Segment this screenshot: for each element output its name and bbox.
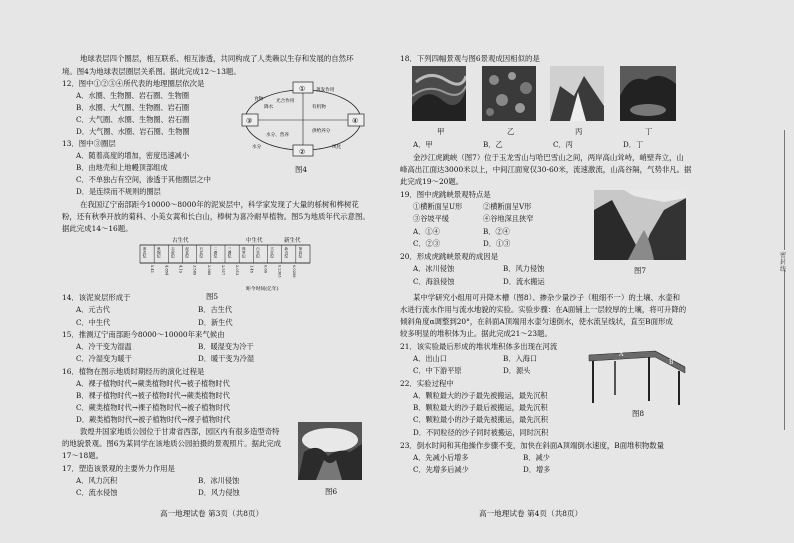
fig4-label-food: 食物 xyxy=(254,97,264,102)
fig4-label-precip: 降水 xyxy=(264,105,274,110)
q23-option-d: D．增多 xyxy=(523,465,551,474)
fig5-age-label: 3.589 xyxy=(192,265,197,276)
fig5-period-label: 三叠纪 xyxy=(228,247,233,258)
q13-option-d: D．是连续而不规则的圈层 xyxy=(76,187,161,196)
para5-line-3: 倾斜角度α调整到20°，在斜面A顶端用水壶匀速倒水，使水流呈线状，直至B面形成 xyxy=(400,317,673,326)
page-4 xyxy=(397,0,794,543)
footer-page-4: 高一地理试卷 第4页（共8页） xyxy=(479,509,583,518)
fig5-age-label: 4.19 xyxy=(178,265,183,274)
q19-item-2: ②横断面呈V形 xyxy=(483,202,532,211)
q22-option-c: C．颗粒最小的沙子最先被搬运，最先沉积 xyxy=(413,415,548,424)
para5-line-4: 较多明显的堆积体为止。据此完成21～23题。 xyxy=(400,329,552,338)
para3-line-2: 的地貌景观。图6为某同学在该地质公园拍摄的景观照片。据此完成 xyxy=(62,439,282,448)
fig4-label-nutrients: 供给养分 xyxy=(312,129,331,134)
fig5-period-label: 泥盆纪 xyxy=(185,247,190,258)
para5-line-1: 某中学研究小组用可升降木槽（图8）、掺杂少量沙子（粗细不一）的土壤、水壶和 xyxy=(413,293,681,302)
figure-8-diagram xyxy=(585,345,689,407)
q13-option-b: B．由地壳和上地幔顶部组成 xyxy=(76,163,168,172)
fig4-label-weathering: 风化 xyxy=(332,145,342,150)
fig4-label-water-nutrition: 水分、营养 xyxy=(266,133,289,138)
fig4-label-water: 水分 xyxy=(252,145,262,150)
figure-4-diagram xyxy=(236,78,370,170)
q20-stem: 20．形成虎跳峡景观的成因是 xyxy=(400,252,499,261)
figure-7-photo xyxy=(594,190,686,260)
q13-option-c: C．不单独占有空间，渗透于其他圈层之中 xyxy=(76,175,211,184)
fig5-era-paleozoic: 古生代 xyxy=(172,238,189,244)
para2-line-2: 粉，还有秋季开放的菊科、小美女蒿和长白山，棒树为喜冷耐旱植物。图5为地质年代示意图。 xyxy=(62,212,370,221)
q22-option-b: B．颗粒最大的沙子最后被搬运，最先沉积 xyxy=(413,403,548,412)
q20-option-b: B．风力侵蚀 xyxy=(503,264,545,273)
figure-5-caption: 图5 xyxy=(206,292,219,301)
fig5-period-label: 古近纪 xyxy=(270,247,275,258)
q15-option-b: B．暖湿变为冷干 xyxy=(198,342,254,351)
q19-option-c: C．②③ xyxy=(413,239,441,248)
fig5-age-label: 4.854 xyxy=(164,265,169,276)
q19-stem: 19．图中虎跳峡景观特点是 xyxy=(400,190,491,199)
fig5-age-label: 5.41 xyxy=(150,265,155,274)
q17-stem: 17．塑造该景观的主要外力作用是 xyxy=(62,464,175,473)
q18-option-b: B．乙 xyxy=(483,140,503,149)
q16-option-b: B．裸子植物时代→被子植物时代→蕨类植物时代 xyxy=(76,391,230,400)
q17-option-b: B．冰川侵蚀 xyxy=(198,476,240,485)
q14-stem: 14．该泥炭层形成于 xyxy=(62,293,131,302)
photo-yi xyxy=(482,66,536,121)
q12-option-b: B．水圈、大气圈、生物圈、岩石圈 xyxy=(76,103,190,112)
fig4-label-organics: 有机物 xyxy=(312,105,326,110)
q18-option-c: C．丙 xyxy=(553,140,573,149)
para2-line-3: 据此完成14～16题。 xyxy=(62,224,133,233)
photo-label-ding: 丁 xyxy=(645,127,653,136)
q16-option-a: A．裸子植物时代→蕨类植物时代→被子植物时代 xyxy=(76,379,230,388)
para3-line-1: 敦煌井国家地质公园位于甘肃省西部，园区内有很多造型奇特 xyxy=(80,427,280,436)
q16-stem: 16．植物在图示地质时期经历的演化过程是 xyxy=(62,367,205,376)
q23-option-a: A．先减小后增多 xyxy=(413,453,469,462)
fig5-period-label: 侏罗纪 xyxy=(242,247,247,258)
photo-jia xyxy=(412,66,466,121)
q21-option-a: A．出山口 xyxy=(413,354,447,363)
binding-line-label: 密 封 线 xyxy=(780,252,787,273)
fig5-period-label: 新近纪 xyxy=(284,247,289,258)
q17-option-a: A．风力沉积 xyxy=(76,476,118,485)
fig4-label-evaporation: 蒸发作用 xyxy=(316,88,335,93)
fig5-age-label: 1.45 xyxy=(249,265,254,274)
fig8-label-a: A xyxy=(619,351,624,358)
fig5-age-label: 2.517 xyxy=(221,265,225,276)
fig4-label-1: ① xyxy=(299,85,306,93)
q16-option-c: C．蕨类植物时代→裸子植物时代→被子植物时代 xyxy=(76,403,231,412)
q13-option-a: A．随着高度的增加，密度迅速减小 xyxy=(76,151,190,160)
q12-option-c: C．大气圈、水圈、生物圈、岩石圈 xyxy=(76,115,190,124)
q18-option-d: D．丁 xyxy=(623,140,644,149)
q12-option-d: D．大气圈、水圈、岩石圈、生物圈 xyxy=(76,127,190,136)
q14-option-a: A．元古代 xyxy=(76,305,110,314)
photo-label-yi: 乙 xyxy=(507,127,515,136)
fig5-period-label: 白垩纪 xyxy=(256,247,261,258)
q15-option-a: A．冷干变为湿温 xyxy=(76,342,132,351)
figure-6-caption: 图6 xyxy=(325,487,338,496)
q16-option-d: D．蕨类植物时代→被子植物时代→裸子植物时代 xyxy=(76,415,231,424)
fig4-label-2: ② xyxy=(299,148,306,156)
q17-option-d: D．风力侵蚀 xyxy=(198,488,240,497)
q20-option-d: D．流水搬运 xyxy=(503,277,545,286)
fig5-age-label: 0.0258 xyxy=(291,265,296,278)
fig5-period-label: 寒武纪 xyxy=(143,247,148,258)
q15-option-c: C．冷湿变为暖干 xyxy=(76,354,132,363)
figure-7-caption: 图7 xyxy=(634,266,647,275)
figure-4-caption: 图4 xyxy=(295,165,308,174)
q19-item-3: ③谷坡平缓 xyxy=(413,214,449,223)
footer-page-3: 高一地理试卷 第3页（共8页） xyxy=(160,509,264,518)
para2-line-1: 在我国辽宁南部距今10000～8000年的泥炭层中，科学家发现了大量的栎树和桦树花 xyxy=(80,200,359,209)
fig5-period-label: 二叠纪 xyxy=(213,247,218,258)
q19-item-4: ④谷地深且狭窄 xyxy=(483,214,534,223)
q21-option-b: B．入海口 xyxy=(503,354,538,363)
binding-line-upper xyxy=(784,130,785,250)
q14-option-d: D．新生代 xyxy=(198,318,233,327)
fig5-age-label: 2.989 xyxy=(206,265,211,276)
intro-line-2: 境。图4为地球表层圈层关系图。据此完成12～13题。 xyxy=(62,67,241,76)
q15-stem: 15．推测辽宁南部距今8000～10000年来气候由 xyxy=(62,330,225,339)
q15-option-d: D．暖干变为冷湿 xyxy=(198,354,255,363)
q20-option-c: C．海浪侵蚀 xyxy=(413,277,455,286)
q14-option-c: C．中生代 xyxy=(76,318,111,327)
fig5-period-label: 奥陶纪 xyxy=(157,247,162,258)
q22-stem: 22．实验过程中 xyxy=(400,379,454,388)
fig5-period-label: 志留纪 xyxy=(171,247,176,258)
fig5-period-label: 石炭纪 xyxy=(199,247,204,258)
fig8-label-b: B xyxy=(669,359,674,366)
para4-line-1: 金沙江虎跳峡（图7）位于玉龙雪山与哈巴雪山之间，两岸高山耸峙，峭壁奔立，山 xyxy=(413,153,684,162)
para3-line-3: 17～18题。 xyxy=(62,451,103,460)
fig4-label-photosynthesis: 光合作用 xyxy=(276,99,295,104)
fig4-label-4: ④ xyxy=(352,117,359,125)
figure-6-photo xyxy=(298,422,362,480)
photo-label-jia: 甲 xyxy=(437,127,445,136)
q23-option-c: C．先增多后减少 xyxy=(413,465,469,474)
q19-option-b: B．②④ xyxy=(483,227,510,236)
q23-option-b: B．减少 xyxy=(523,453,550,462)
q17-option-c: C．流水侵蚀 xyxy=(76,488,118,497)
para4-line-3: 此完成19～20题。 xyxy=(400,177,464,186)
q23-stem: 23．倒水时间和其他操作步骤不变，加快在斜面A顶端倒水速度，B面堆积物数量 xyxy=(400,441,665,450)
q18-stem: 18．下列四幅景观与图6景观成因相似的是 xyxy=(400,54,540,63)
q12-stem: 12．图中①②③④所代表的地理圈层依次是 xyxy=(62,79,205,88)
figure-8-caption: 图8 xyxy=(632,409,645,418)
q22-option-d: D．不同粒径的沙子同时被搬运，同时沉积 xyxy=(413,428,549,437)
fig5-age-label: 2.013 xyxy=(235,265,240,276)
photo-label-bing: 丙 xyxy=(575,127,583,136)
q21-option-c: C．中下游平原 xyxy=(413,366,462,375)
fig4-label-3: ③ xyxy=(246,117,253,125)
q19-item-1: ①横断面呈U形 xyxy=(413,202,463,211)
q13-stem: 13．图中③圈层 xyxy=(62,139,116,148)
fig5-period-label: 第四纪 xyxy=(298,247,303,258)
q12-option-a: A．水圈、生物圈、岩石圈、生物圈 xyxy=(76,91,190,100)
fig5-era-mesozoic: 中生代 xyxy=(246,238,263,244)
intro-line-1: 地球表层四个圈层，相互联系、相互渗透，共同构成了人类赖以生存和发展的自然环 xyxy=(80,54,354,63)
q21-option-d: D．源头 xyxy=(503,366,531,375)
fig5-unit: 距今时间(亿年) xyxy=(246,287,279,292)
q22-option-a: A．颗粒最大的沙子最先被搬运，最先沉积 xyxy=(413,391,548,400)
para5-line-2: 水进行流水作用与流水地貌的实验。实验步骤：在A面铺上一层较厚的土壤，将可升降的 xyxy=(400,305,687,314)
q19-option-a: A．①④ xyxy=(413,227,440,236)
photo-ding xyxy=(620,66,676,121)
q20-option-a: A．冰川侵蚀 xyxy=(413,264,455,273)
fig5-era-cenozoic: 新生代 xyxy=(284,238,301,244)
binding-line-lower xyxy=(784,270,785,430)
figure-5-timeline xyxy=(126,233,316,293)
q14-option-b: B．古生代 xyxy=(198,305,233,314)
q21-stem: 21．该实验最后形成的堆状堆积体多出现在河流 xyxy=(400,342,558,351)
para4-line-2: 峰高出江面达3000米以上，中间江面宽仅30-60米，流速激流，山高谷隔，气势非凡。据 xyxy=(400,165,692,174)
fig5-age-label: 0.2303 xyxy=(277,265,282,278)
fig5-age-label: 0.66 xyxy=(263,265,268,274)
photo-bing xyxy=(550,66,604,121)
q19-option-d: D．①③ xyxy=(483,239,511,248)
q18-option-a: A．甲 xyxy=(413,140,433,149)
